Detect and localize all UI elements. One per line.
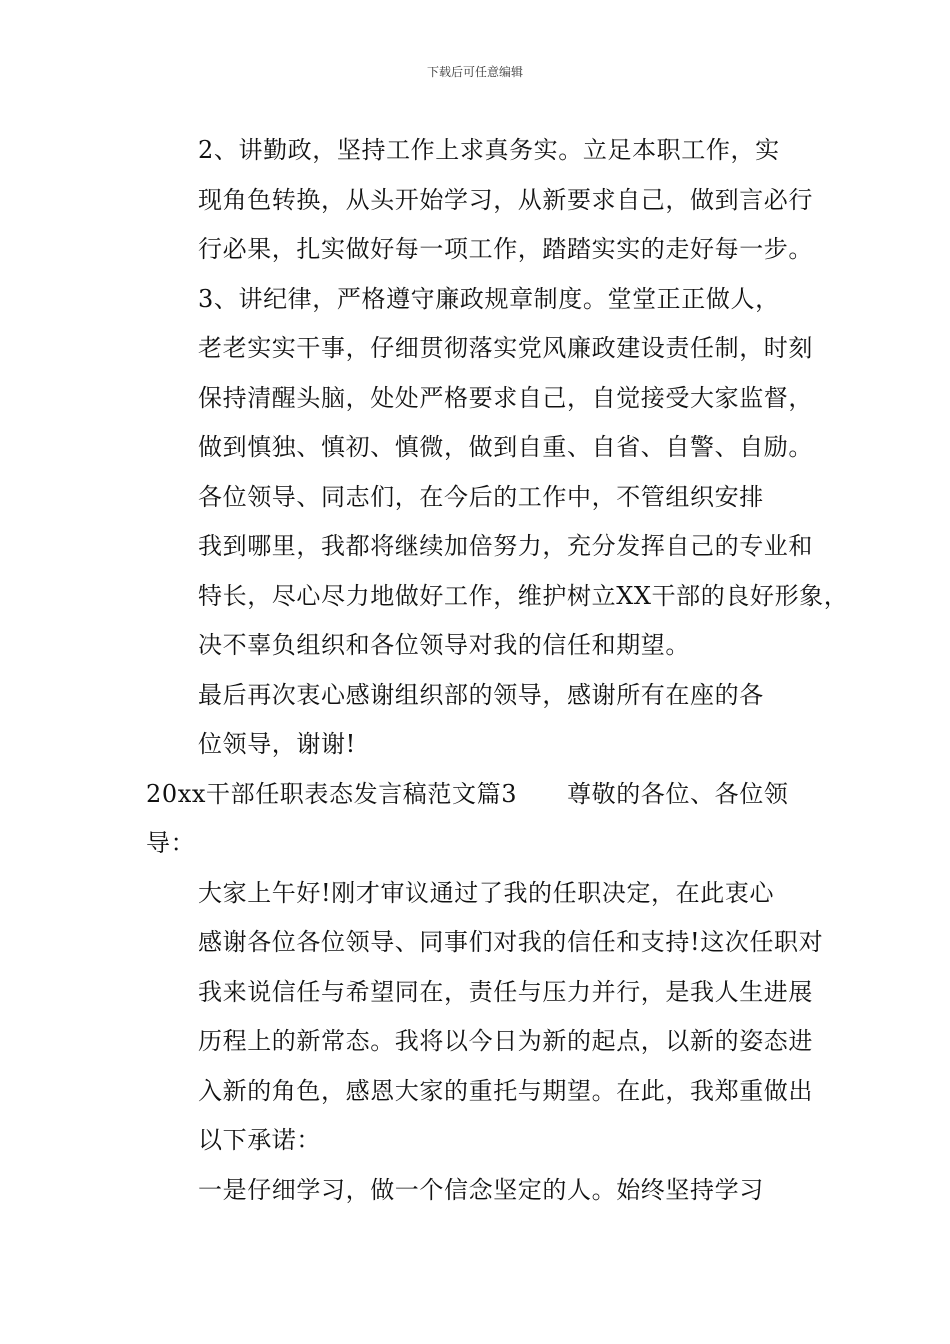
text-line: 大家上午好!刚才审议通过了我的任职决定，在此衷心 <box>198 878 775 907</box>
paragraph-commitment <box>146 473 849 671</box>
section-heading <box>146 770 810 869</box>
text-line: 最后再次衷心感谢组织部的领导，感谢所有在座的各 <box>198 680 764 709</box>
text-line: 老老实实干事，仔细贯彻落实党风廉政建设责任制，时刻 <box>198 334 813 362</box>
text-line: 我到哪里，我都将继续加倍努力，充分发挥自己的专业和 <box>198 532 813 560</box>
text-line: 我来说信任与希望同在，责任与压力并行，是我人生进展 <box>198 977 813 1006</box>
text-line: 决不辜负组织和各位领导对我的信任和期望。 <box>198 631 690 659</box>
text-line: 以下承诺： <box>198 1126 321 1154</box>
paragraph-greeting <box>146 869 824 1166</box>
text-line: 历程上的新常态。我将以今日为新的起点，以新的姿态进 <box>198 1027 813 1055</box>
paragraph-thanks <box>146 671 810 770</box>
text-line: 一是仔细学习，做一个信念坚定的人。始终坚持学习 <box>198 1175 764 1204</box>
heading-line <box>146 770 810 820</box>
document-body <box>146 126 849 1215</box>
text-line: 3、讲纪律，严格遵守廉政规章制度。堂堂正正做人， <box>198 284 780 313</box>
salutation: 尊敬的各位、各位领 <box>567 779 789 808</box>
text-line: 入新的角色，感恩大家的重托与期望。在此，我郑重做出 <box>198 1076 813 1105</box>
page-header: 下载后可任意编辑 <box>426 65 523 79</box>
section-title: 20xx干部任职表态发言稿范文篇3 <box>146 779 518 808</box>
text-line: 特长，尽心尽力地做好工作，维护树立XX干部的良好形象， <box>198 581 849 610</box>
text-line: 位领导，谢谢! <box>198 730 356 758</box>
paragraph-promise-one <box>146 1166 810 1216</box>
paragraph-discipline <box>146 275 813 473</box>
salutation-continued: 导： <box>146 829 196 857</box>
text-line: 做到慎独、慎初、慎微，做到自重、自省、自警、自励。 <box>198 433 813 461</box>
text-line: 行必果，扎实做好每一项工作，踏踏实实的走好每一步。 <box>198 235 813 263</box>
text-line: 各位领导、同志们，在今后的工作中，不管组织安排 <box>198 482 764 511</box>
text-line: 保持清醒头脑，处处严格要求自己，自觉接受大家监督， <box>198 383 813 412</box>
paragraph-diligence <box>146 126 813 275</box>
text-line: 现角色转换，从头开始学习，从新要求自己，做到言必行 <box>198 185 813 214</box>
text-line: 2、讲勤政，坚持工作上求真务实。立足本职工作，实 <box>198 136 780 164</box>
text-line: 感谢各位各位领导、同事们对我的信任和支持!这次任职对 <box>198 928 824 956</box>
